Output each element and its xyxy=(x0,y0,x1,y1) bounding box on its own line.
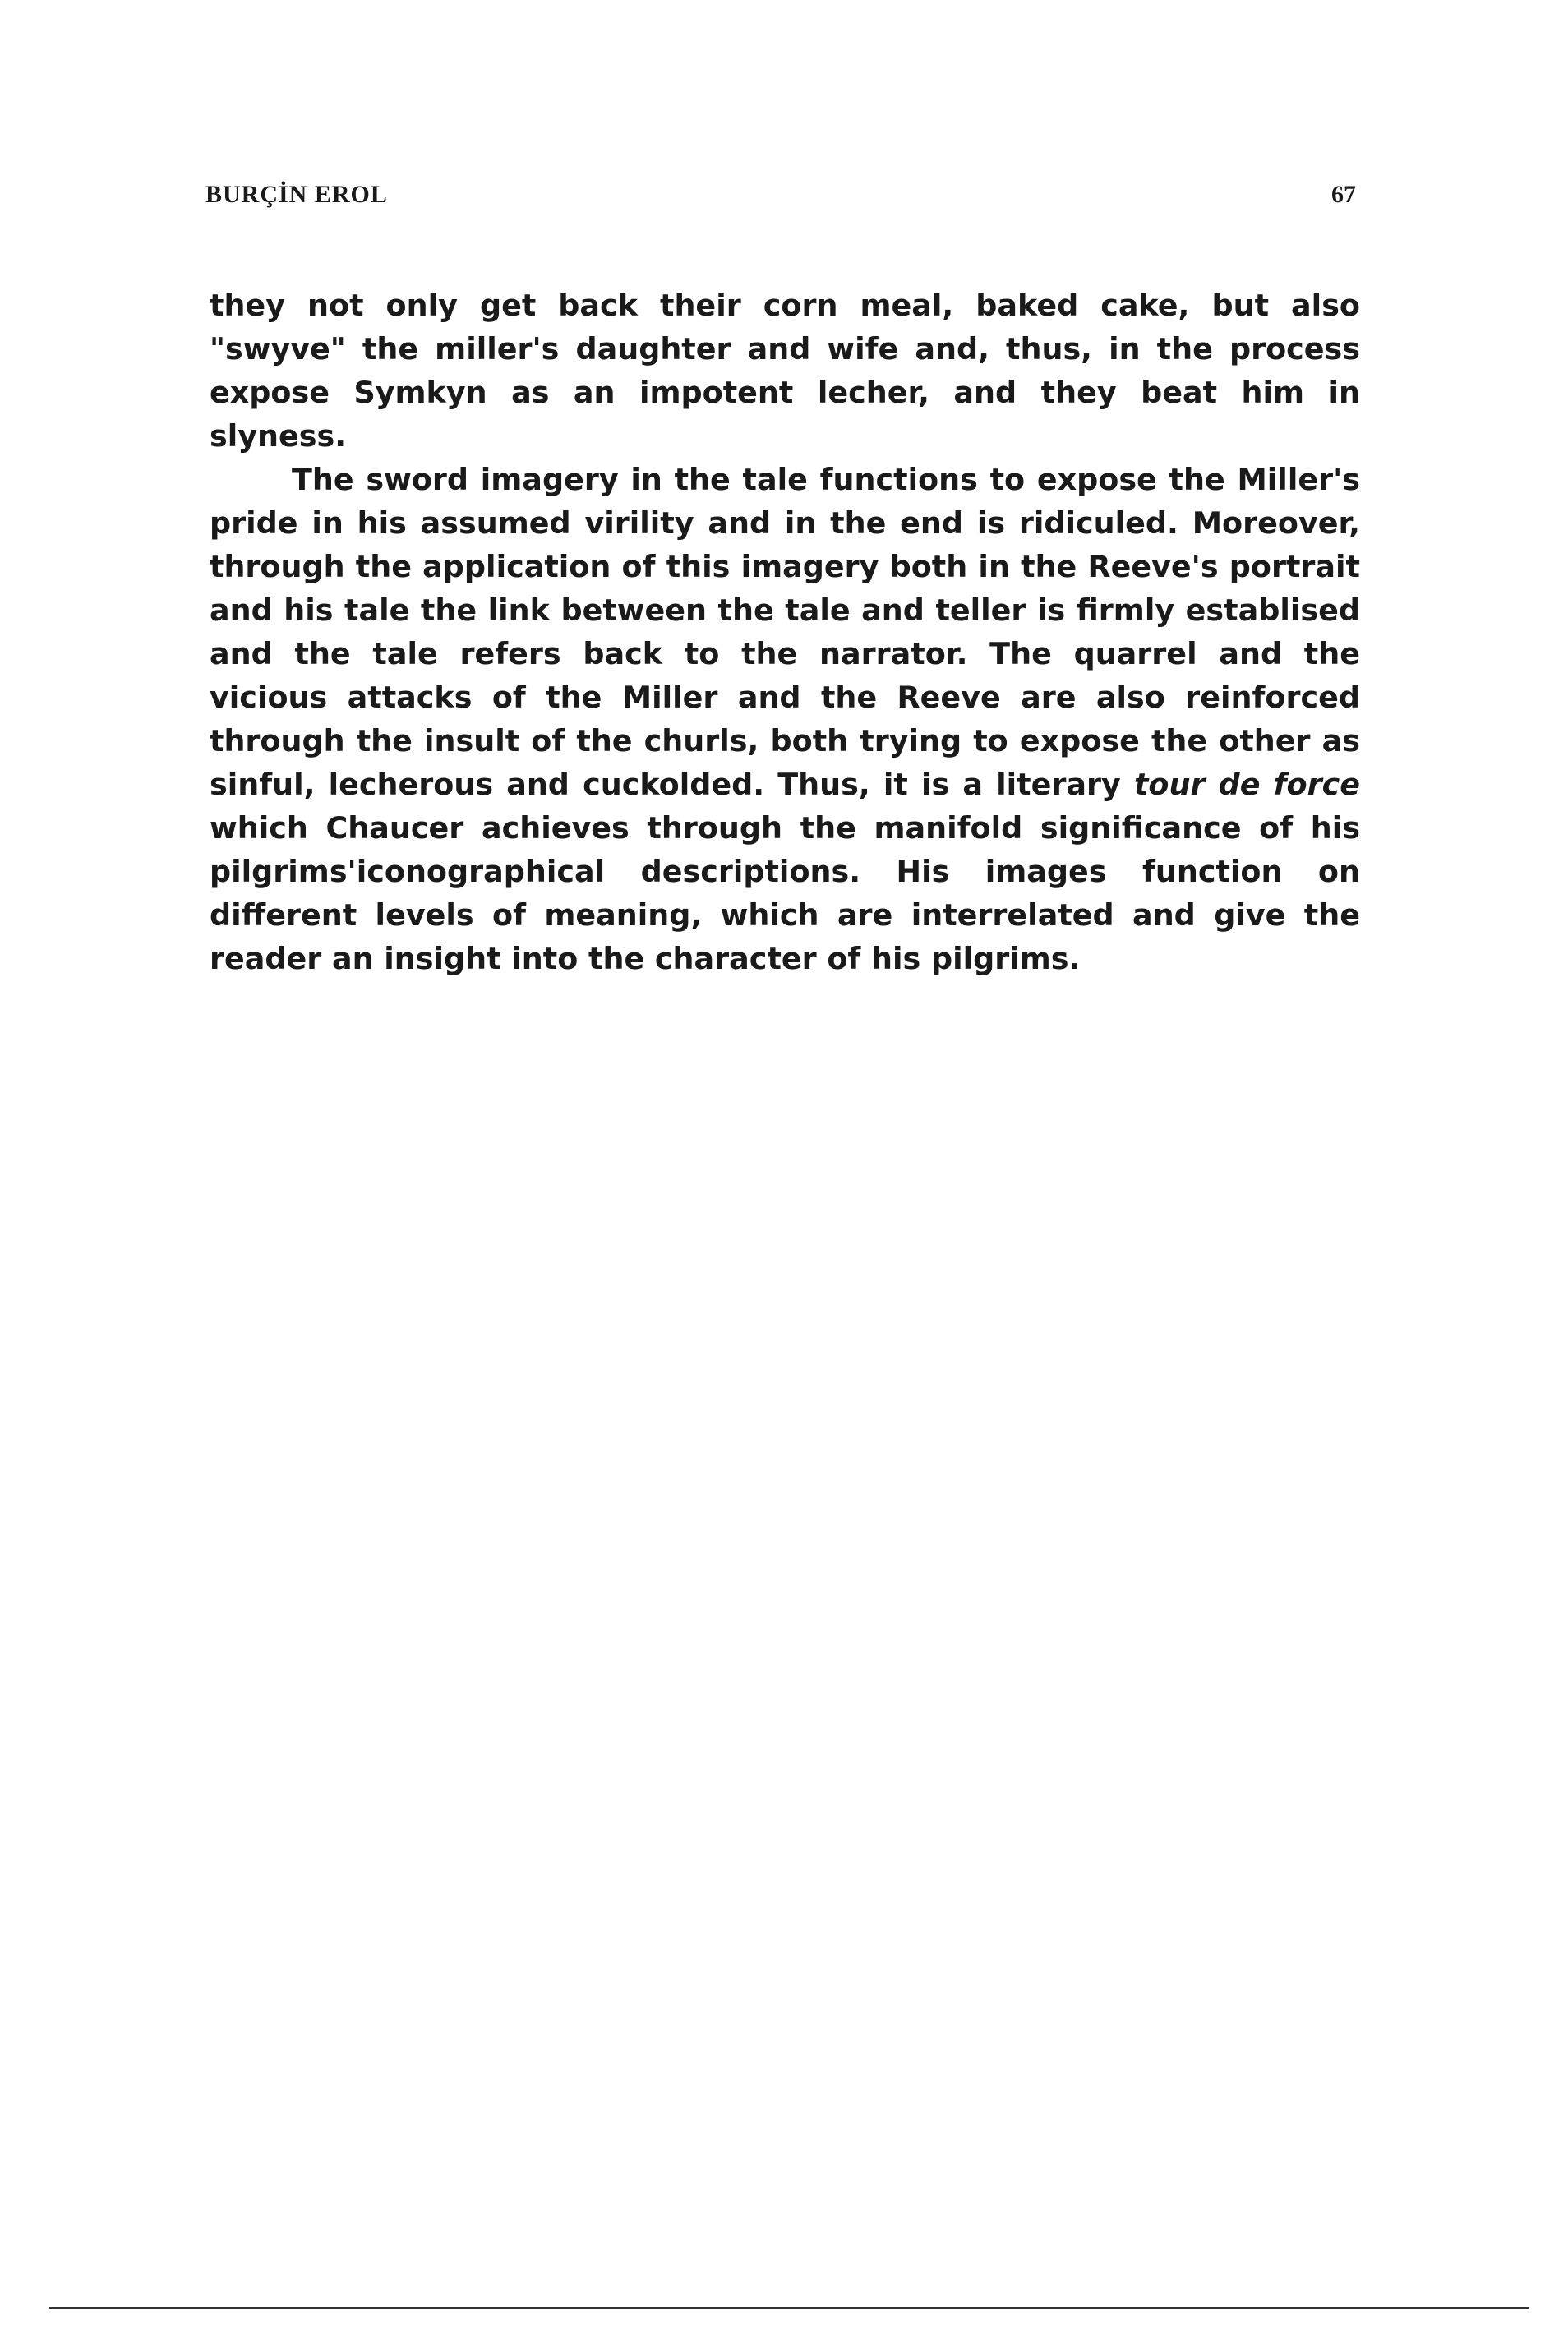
body-text xyxy=(210,284,1360,980)
paragraph-1: they not only get back their corn meal, baked cake, but also "swyve" the miller's daughter and wife and, thus, in the process expose Symkyn as an impotent lecher, and they beat him in slyness. xyxy=(210,288,1360,454)
paragraph-2 xyxy=(210,458,1360,980)
bottom-rule xyxy=(49,2307,1529,2309)
page-number: 67 xyxy=(1331,181,1356,208)
running-head xyxy=(205,181,1356,214)
italic-phrase: tour de force xyxy=(1133,767,1360,802)
paragraph-2-text-start: The sword imagery in the tale functions to expose the Miller's pride in his assumed virility and in the end is ridiculed. Moreover, through the application of this imagery both in the Reeve's portrait and his tale the link between the tale and teller is firmly establised and the tale refers back to the narrator. The quarrel and the vicious attacks of the Miller and the Reeve are also reinforced through the insult of the churls, both trying to expose the other as sinful, lecherous and cuckolded. Thus, it is a literary xyxy=(210,462,1360,802)
author-name: BURÇİN EROL xyxy=(205,181,388,208)
paragraph-2-text-end: which Chaucer achieves through the manifold significance of his pilgrims'iconographical descriptions. His images function on different levels of meaning, which are interrelated and give the reader an insight into the character of his pilgrims. xyxy=(210,810,1360,976)
